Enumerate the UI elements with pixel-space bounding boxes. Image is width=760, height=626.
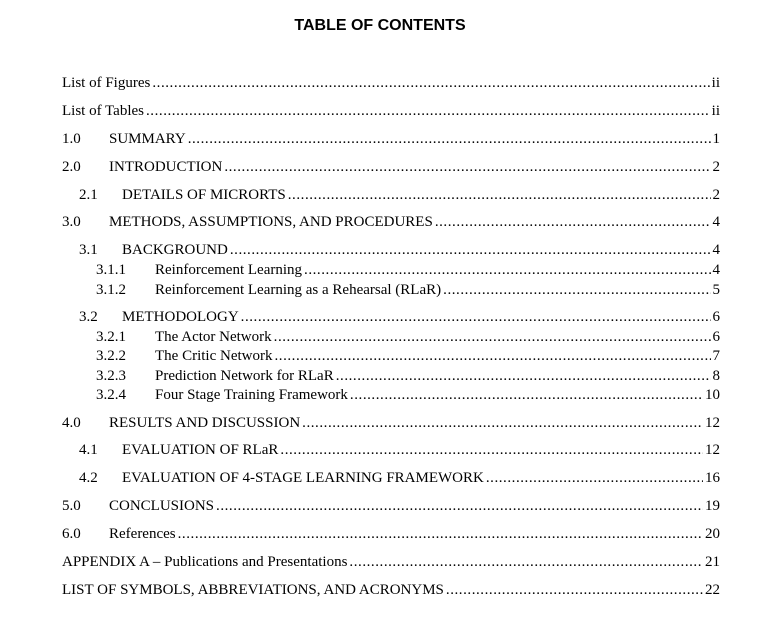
toc-entry-page: 8 xyxy=(712,368,720,384)
toc-entry-title: SUMMARY xyxy=(109,131,186,147)
dot-leader xyxy=(274,347,710,365)
dot-leader xyxy=(446,581,703,599)
toc-entry-list-of-figures[interactable] xyxy=(62,74,720,92)
toc-entry-prediction-network[interactable] xyxy=(96,367,720,385)
toc-entry-number: 4.1 xyxy=(79,442,98,458)
toc-entry-number: 3.2 xyxy=(79,309,98,325)
toc-entry-actor-network[interactable] xyxy=(96,328,720,346)
toc-entry-rlar[interactable] xyxy=(96,281,720,299)
toc-entry-title: APPENDIX A – Publications and Presentations xyxy=(62,554,348,570)
toc-entry-page: 20 xyxy=(705,526,720,542)
toc-entry-number: 2.1 xyxy=(79,187,98,203)
dot-leader xyxy=(443,281,710,299)
toc-entry-page: 12 xyxy=(705,442,720,458)
toc-entry-title: RESULTS AND DISCUSSION xyxy=(109,415,301,431)
toc-entry-critic-network[interactable] xyxy=(96,347,720,365)
dot-leader xyxy=(178,525,703,543)
toc-entry-results[interactable] xyxy=(62,414,720,432)
toc-entry-page: 12 xyxy=(705,415,720,431)
toc-entry-page: 21 xyxy=(705,554,720,570)
toc-entry-number: 3.1.1 xyxy=(96,262,126,278)
dot-leader xyxy=(349,553,703,571)
toc-entry-evaluation-rlar[interactable] xyxy=(79,441,720,459)
toc-entry-title: METHODOLOGY xyxy=(122,309,239,325)
dot-leader xyxy=(230,241,711,259)
toc-entry-list-of-tables[interactable] xyxy=(62,102,720,120)
toc-entry-number: 6.0 xyxy=(62,526,81,542)
toc-entry-title: BACKGROUND xyxy=(122,242,228,258)
toc-entry-title: The Critic Network xyxy=(155,348,273,364)
dot-leader xyxy=(302,414,703,432)
toc-entry-methodology[interactable] xyxy=(79,308,720,326)
toc-entry-number: 3.1 xyxy=(79,242,98,258)
toc-entry-page: 4 xyxy=(712,242,720,258)
toc-entry-number: 3.2.4 xyxy=(96,387,126,403)
dot-leader xyxy=(350,386,703,404)
toc-entry-references[interactable] xyxy=(62,525,720,543)
toc-entry-page: 10 xyxy=(705,387,720,403)
toc-entry-four-stage-framework[interactable] xyxy=(96,386,720,404)
toc-entry-title: Reinforcement Learning as a Rehearsal (RLaR) xyxy=(155,282,442,298)
dot-leader xyxy=(146,102,710,120)
page-title: TABLE OF CONTENTS xyxy=(294,17,466,34)
toc-entry-page: 5 xyxy=(712,282,720,298)
toc-entry-page: 1 xyxy=(712,131,720,147)
toc-entry-title: Four Stage Training Framework xyxy=(155,387,348,403)
toc-entry-number: 2.0 xyxy=(62,159,81,175)
toc-entry-title: EVALUATION OF 4-STAGE LEARNING FRAMEWORK xyxy=(122,470,484,486)
toc-entry-title: LIST OF SYMBOLS, ABBREVIATIONS, AND ACRONYMS xyxy=(62,582,444,598)
toc-entry-title: List of Tables xyxy=(62,103,144,119)
dot-leader xyxy=(152,74,709,92)
dot-leader xyxy=(486,469,703,487)
toc-entry-conclusions[interactable] xyxy=(62,497,720,515)
toc-entry-reinforcement-learning[interactable] xyxy=(96,261,720,279)
toc-entry-methods[interactable] xyxy=(62,213,720,231)
toc-entry-page: 7 xyxy=(712,348,720,364)
toc-entry-number: 1.0 xyxy=(62,131,81,147)
toc-entry-page: 16 xyxy=(705,470,720,486)
toc-entry-page: 4 xyxy=(712,214,720,230)
toc-entry-title: The Actor Network xyxy=(155,329,272,345)
toc-entry-page: 19 xyxy=(705,498,720,514)
dot-leader xyxy=(336,367,711,385)
dot-leader xyxy=(241,308,711,326)
dot-leader xyxy=(435,213,711,231)
toc-entry-title: Prediction Network for RLaR xyxy=(155,368,334,384)
dot-leader xyxy=(224,158,710,176)
toc-entry-title: List of Figures xyxy=(62,75,151,91)
toc-entry-page: 4 xyxy=(712,262,720,278)
dot-leader xyxy=(188,130,711,148)
toc-entry-appendix-a[interactable] xyxy=(62,553,720,571)
toc-entry-title: CONCLUSIONS xyxy=(109,498,215,514)
toc-entry-number: 3.2.1 xyxy=(96,329,126,345)
toc-entry-number: 5.0 xyxy=(62,498,81,514)
toc-entry-background[interactable] xyxy=(79,241,720,259)
toc-entry-number: 3.2.3 xyxy=(96,368,126,384)
toc-entry-number: 3.0 xyxy=(62,214,81,230)
toc-entry-list-of-symbols[interactable] xyxy=(62,581,720,599)
toc-entry-title: References xyxy=(109,526,176,542)
toc-entry-page: 2 xyxy=(712,187,720,203)
toc-entry-details-of-microrts[interactable] xyxy=(79,186,720,204)
toc-entry-title: DETAILS OF MICRORTS xyxy=(122,187,286,203)
toc-entry-introduction[interactable] xyxy=(62,158,720,176)
dot-leader xyxy=(280,441,703,459)
toc-entry-summary[interactable] xyxy=(62,130,720,148)
toc-entry-page: 6 xyxy=(712,329,720,345)
toc-entry-number: 4.0 xyxy=(62,415,81,431)
toc-entry-page: 6 xyxy=(712,309,720,325)
toc-entry-number: 4.2 xyxy=(79,470,98,486)
toc-entry-page: 22 xyxy=(705,582,720,598)
toc-entry-page: ii xyxy=(711,75,720,91)
dot-leader xyxy=(274,328,711,346)
toc-entry-page: 2 xyxy=(712,159,720,175)
dot-leader xyxy=(288,186,711,204)
dot-leader xyxy=(216,497,703,515)
toc-entry-title: METHODS, ASSUMPTIONS, AND PROCEDURES xyxy=(109,214,433,230)
toc-entry-number: 3.1.2 xyxy=(96,282,126,298)
toc-entry-evaluation-4stage[interactable] xyxy=(79,469,720,487)
toc-entry-title: INTRODUCTION xyxy=(109,159,223,175)
toc-entry-page: ii xyxy=(711,103,720,119)
dot-leader xyxy=(304,261,710,279)
toc-entry-title: EVALUATION OF RLaR xyxy=(122,442,279,458)
toc-entry-title: Reinforcement Learning xyxy=(155,262,303,278)
toc-entry-number: 3.2.2 xyxy=(96,348,126,364)
